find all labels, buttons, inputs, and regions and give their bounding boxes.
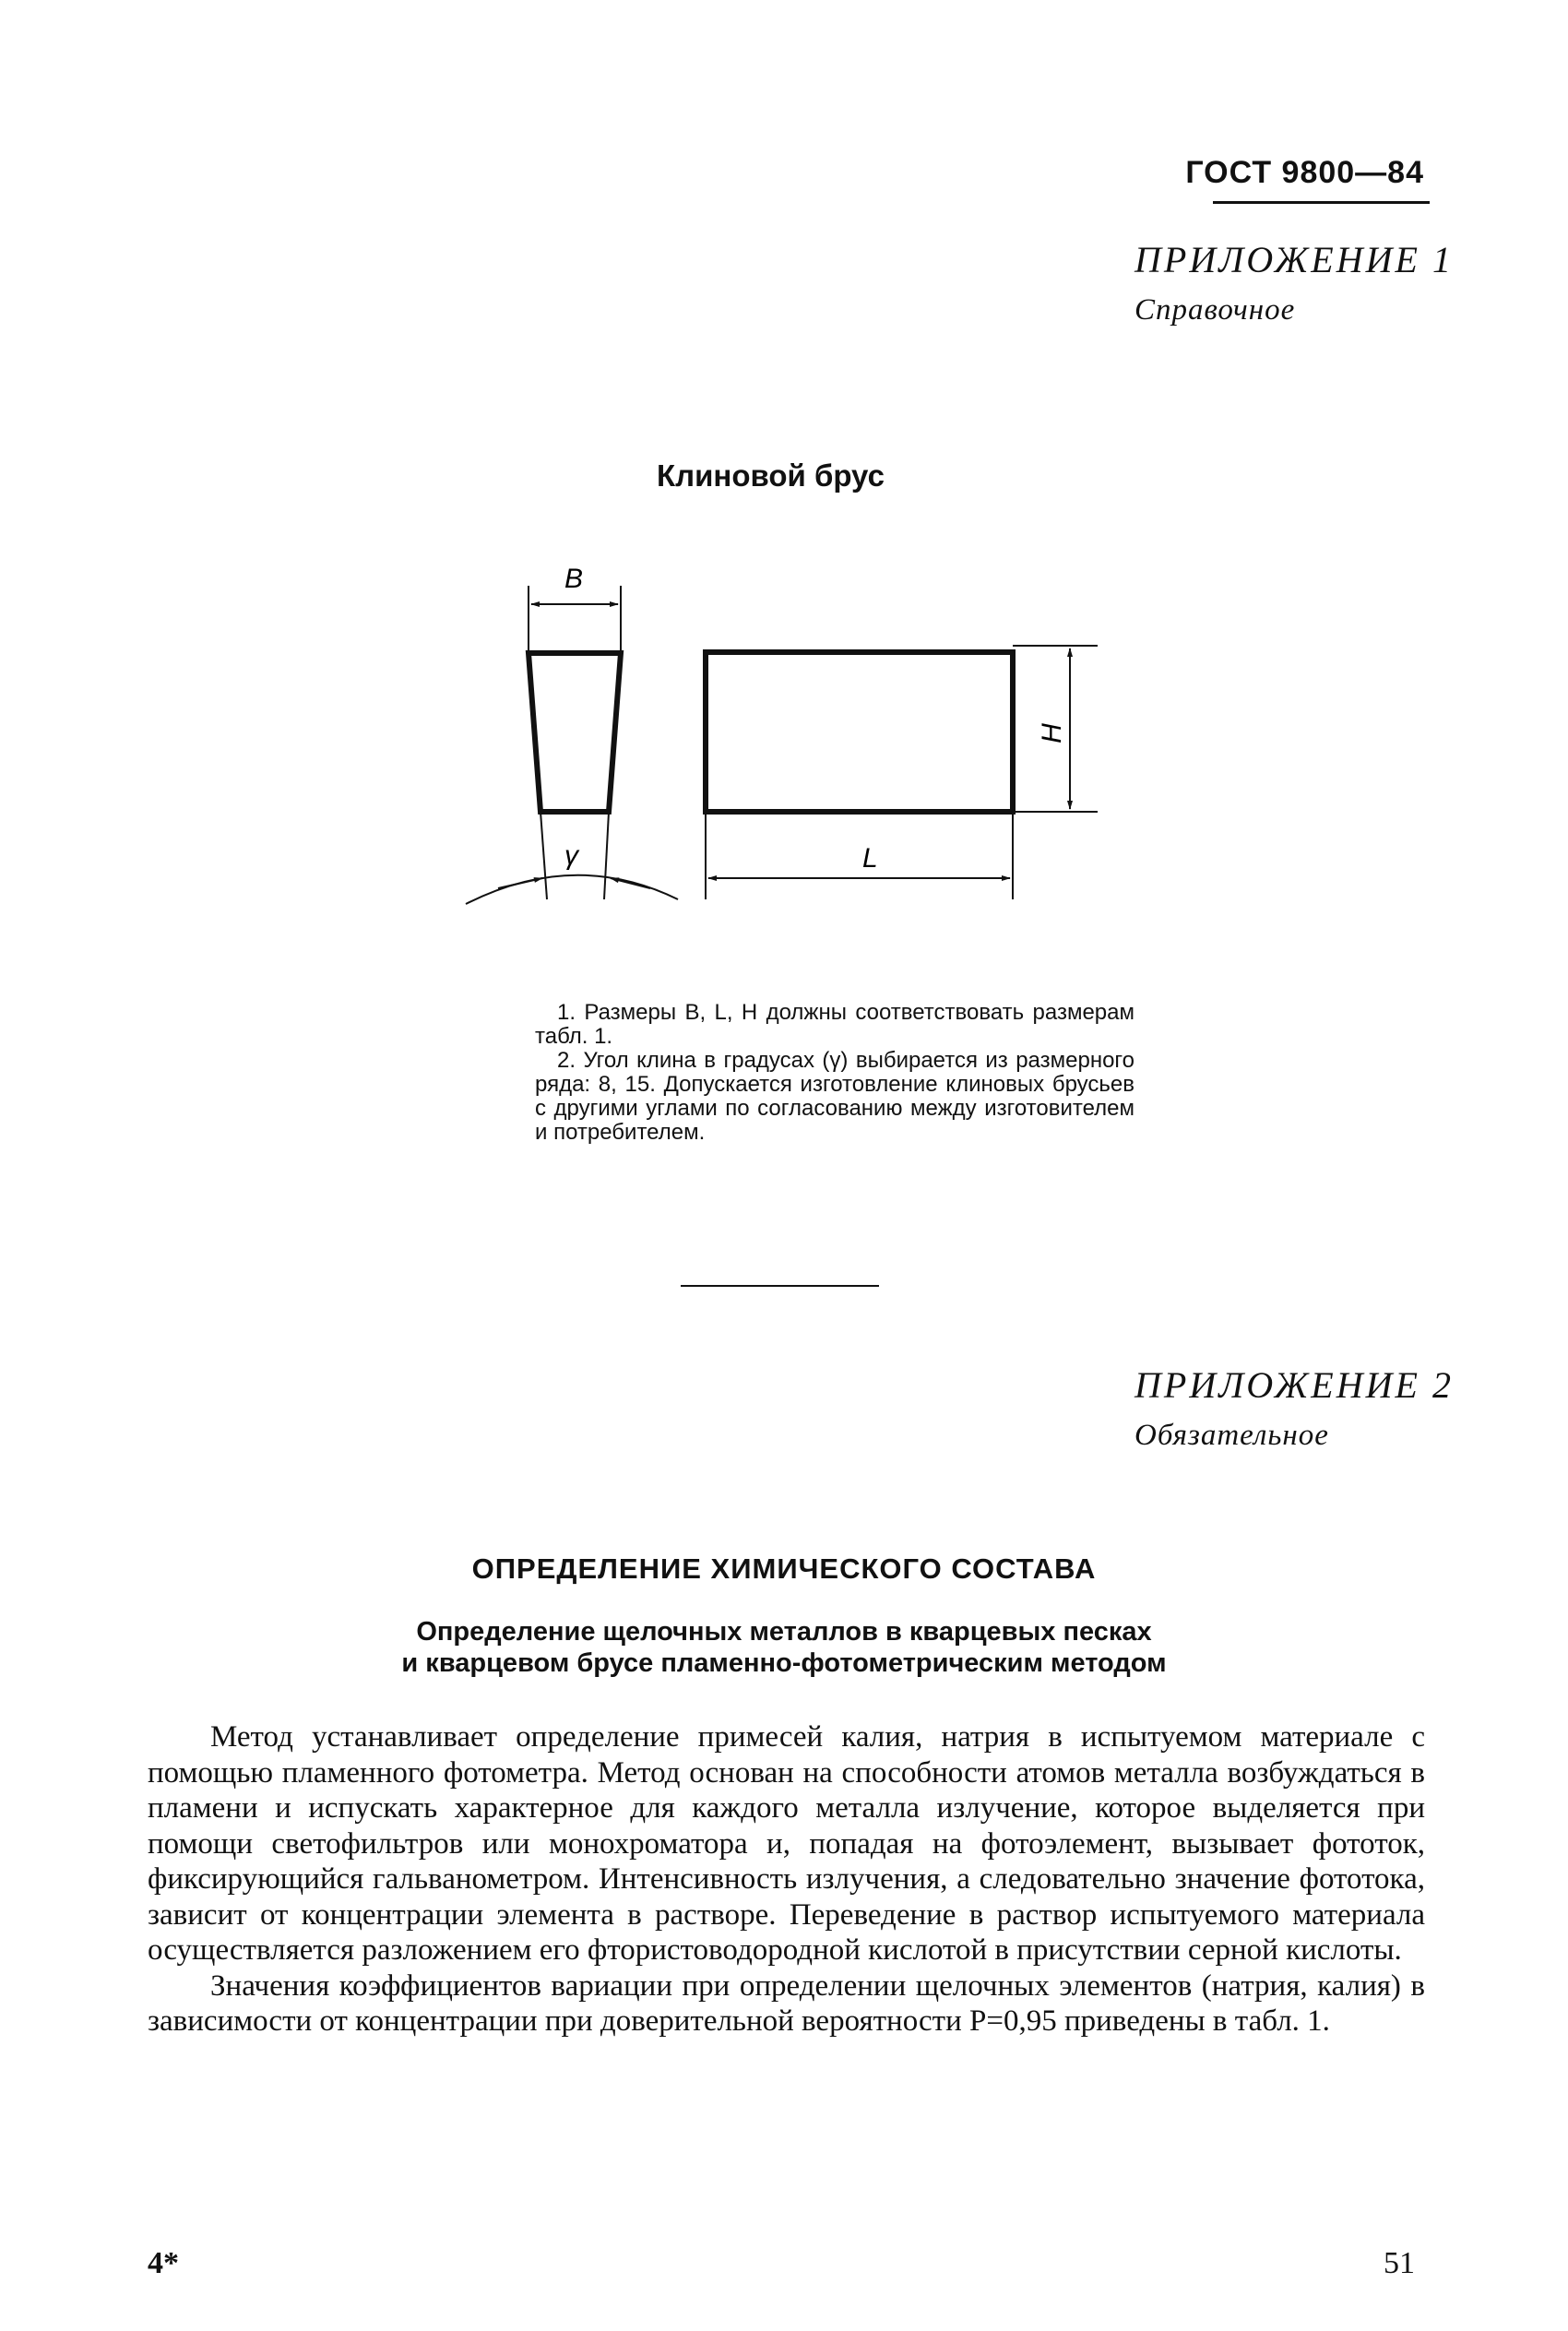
- label-L: L: [862, 843, 878, 874]
- section-title: ОПРЕДЕЛЕНИЕ ХИМИЧЕСКОГО СОСТАВА: [471, 1552, 1097, 1585]
- appendix-1-status: Справочное: [1134, 293, 1296, 327]
- label-gamma: γ: [564, 840, 578, 871]
- appendix-1-title: ПРИЛОЖЕНИЕ 1: [1134, 239, 1454, 280]
- note-1: 1. Размеры B, L, H должны соответствовать размерам табл. 1.: [535, 1000, 1134, 1049]
- label-H: H: [1037, 723, 1067, 743]
- section-subtitle: [0, 1616, 1568, 1679]
- wedge-front-view: [706, 646, 1098, 899]
- appendix-2-title: ПРИЛОЖЕНИЕ 2: [1134, 1364, 1454, 1406]
- figure-notes: [535, 1001, 1134, 1145]
- note-2: 2. Угол клина в градусах (γ) выбирается из размерного ряда: 8, 15. Допускается изготовление клиновых брусьев с другими углами по согласованию между изготовителем и потребителем.: [535, 1048, 1134, 1145]
- paragraph: Значения коэффициентов вариации при определении щелочных элементов (натрия, калия) в зависимости от концентрации при доверительной вероятности P=0,95 приведены в табл. 1.: [148, 1968, 1425, 2038]
- label-B: B: [564, 564, 584, 594]
- subtitle-line-1: Определение щелочных металлов в кварцевых песках: [416, 1617, 1152, 1647]
- standard-designation: ГОСТ 9800—84: [1185, 155, 1424, 190]
- section-body: [148, 1719, 1425, 2040]
- signature-mark: 4*: [148, 2246, 179, 2280]
- page-number: 51: [1384, 2246, 1415, 2280]
- paragraph: Метод устанавливает определение примесей калия, натрия в испытуемом материале с помощью пламенного фотометра. Метод основан на способности атомов металла возбуждаться в пламени и испускать характерное для каждого металла излучение, которое выделяется при помощи светофильтров или монохроматора и, попадая на фотоэлемент, вызывает фототок, фиксирующийся гальванометром. Интенсивность излучения, а следовательно значение фототока, зависит от концентрации элемента в растворе. Переведение в раствор испытуемого материала осуществляется разложением его фтористоводородной кислотой в присутствии серной кислоты.: [148, 1720, 1425, 1967]
- subtitle-line-2: и кварцевом брусе пламенно-фотометрическим методом: [401, 1648, 1167, 1678]
- separator-line: [681, 1285, 879, 1287]
- figure-title: Клиновой брус: [657, 458, 885, 493]
- appendix-2-status: Обязательное: [1134, 1419, 1329, 1452]
